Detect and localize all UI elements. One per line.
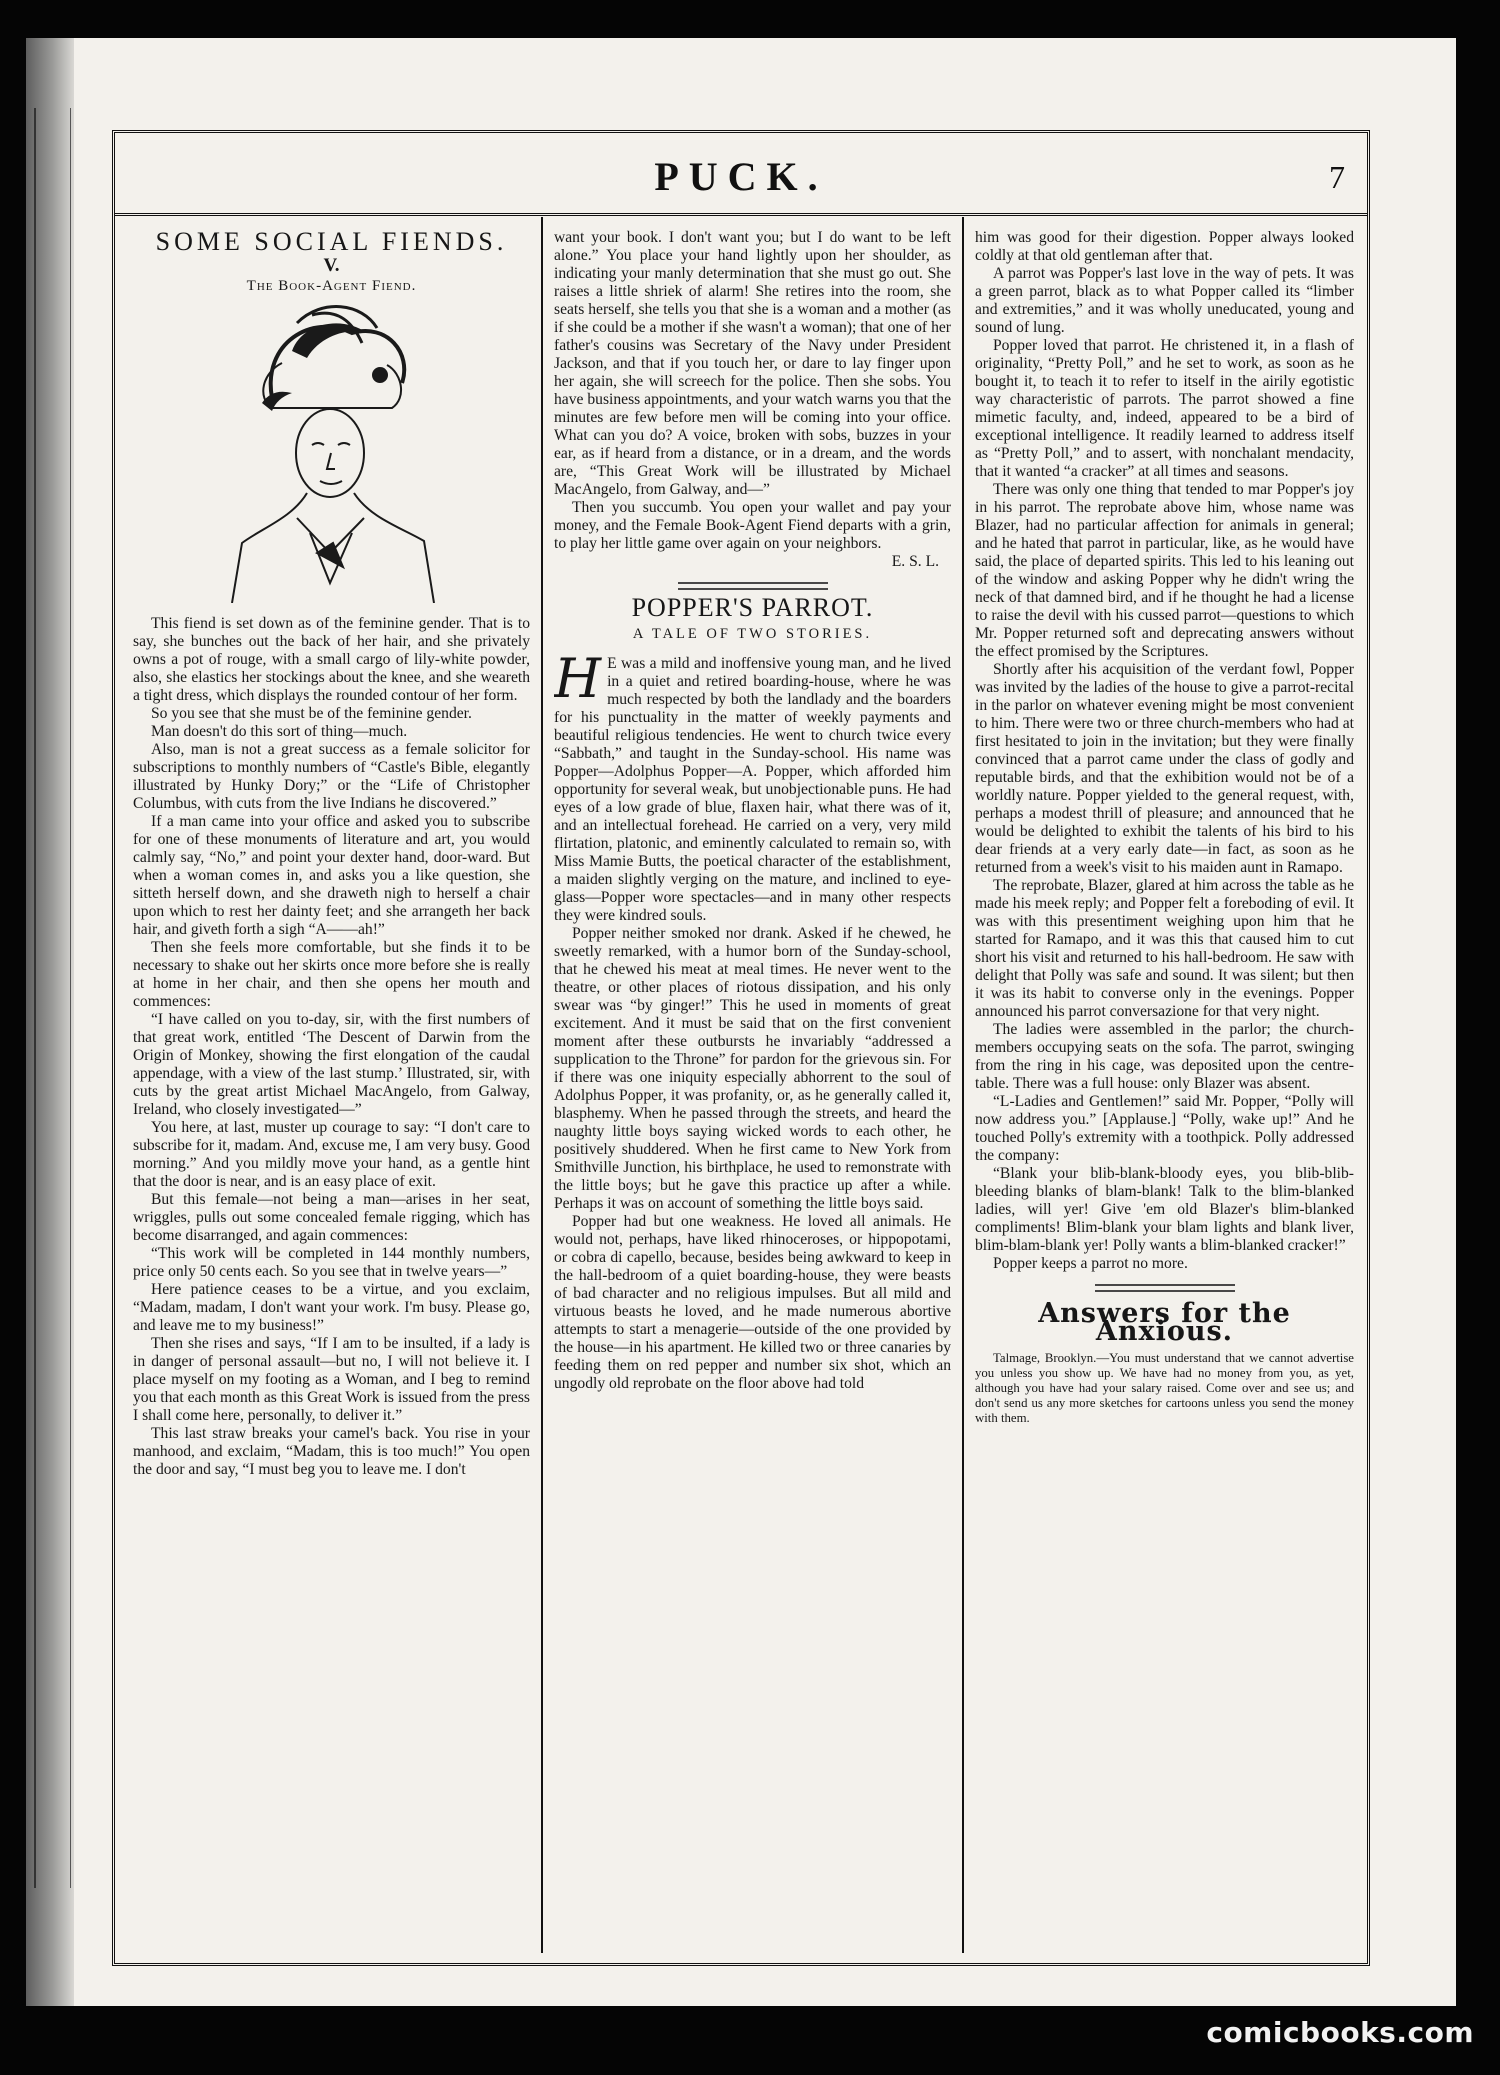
article-subtitle: The Book-Agent Fiend. xyxy=(246,278,417,294)
answers-paragraph: Talmage, Brooklyn.—You must understand that we cannot advertise you unless you show up. We have had no money from you, as yet, although you have had your salary raised. Come over and see us; and don't send us any more sketches for cartoons unless you send the money with them. xyxy=(975,1351,1354,1425)
binding-gutter xyxy=(26,38,74,2006)
paragraph: The reprobate, Blazer, glared at him across the table as he made his meek reply; and Popper felt a foreboding of evil. It was with this presentiment weighing upon him that he started for Ramapo, and it was this that caused him to cut short his visit and returned to his hall-bedroom. He saw with delight that Polly was safe and sound. It was silent; but then it was its habit to converse only in the evenings. Popper announced his parrot conversazione for that very night. xyxy=(975,877,1354,1020)
paragraph: If a man came into your office and asked you to subscribe for one of these monuments of literature and art, you would calmly say, “No,” and point your dexter hand, door-ward. But when a woman comes in, and asks you a like question, she sitteth herself down, and she draweth nigh to herself a chair upon which to rest her dainty feet; and she arrangeth her back hair, and giveth forth a sigh “A——ah!” xyxy=(133,813,530,938)
paragraph: This last straw breaks your camel's back. You rise in your manhood, and exclaim, “Madam, this is too much!” You open the door and say, “I must beg you to leave me. I don't xyxy=(133,1425,530,1478)
paragraph: A parrot was Popper's last love in the way of pets. It was a green parrot, black as to what Popper called its “limber and extremities,” and it was wholly uneducated, young and sound of lung. xyxy=(975,265,1354,336)
story-title: POPPER'S PARROT. xyxy=(631,593,874,622)
drop-cap: H xyxy=(554,647,602,710)
magazine-page xyxy=(26,38,1456,2006)
column-rule xyxy=(541,217,543,1953)
author-signature: E. S. L. xyxy=(891,553,939,570)
story-subtitle: A TALE OF TWO STORIES. xyxy=(632,626,873,642)
header-rule xyxy=(115,213,1367,216)
paragraph: You here, at last, muster up courage to say: “I don't care to subscribe for it, madam. And, excuse me, I am very busy. Good morning.” And you mildly move your hand, as a gentle hint that the door is near, and is an easy place of exit. xyxy=(133,1119,530,1190)
paragraph: But this female—not being a man—arises in her seat, wriggles, pulls out some concealed female rigging, which has become disarranged, and again commences: xyxy=(133,1191,530,1244)
woman-portrait-illustration xyxy=(202,303,462,603)
paragraph: “I have called on you to-day, sir, with the first numbers of that great work, entitled ‘The Descent of Darwin from the Origin of Monkey, showing the first elongation of the caudal appendage, with a view of the last stump.’ Illustrated, sir, with cuts by the great artist Michael MacAngelo, from Galway, Ireland, who closely investigated—” xyxy=(133,1011,530,1118)
paragraph: Popper loved that parrot. He christened it, in a flash of originality, “Pretty Poll,” and he set to work, as soon as he bought it, to teach it to refer to itself in the airily egotistic way characteristic of parrots. The parrot showed a fine mimetic faculty, and, indeed, appeared to be a bird of exceptional intelligence. It readily learned to address itself as “Pretty Poll,” and to assert, with nonchalant mendacity, that it wanted “a cracker” at all times and seasons. xyxy=(975,337,1354,480)
paragraph: Then she rises and says, “If I am to be insulted, if a lady is in danger of personal assault—but no, I will not believe it. I place myself on my footing as a Woman, and I beg to remind you that each month as this Great Work is issued from the press I shall come here, personally, to deliver it.” xyxy=(133,1335,530,1424)
paragraph: “Blank your blib-blank-bloody eyes, you blib-blib-bleeding blanks of blam-blank! Talk to the blim-blanked ladies, will yer! Give 'em old Blazer's blim-blanked compliments! Blim-blank your blam lights and blank liver, blim-blam-blank yer! Polly wants a blim-blanked cracker!” xyxy=(975,1165,1354,1254)
paragraph: Popper had but one weakness. He loved all animals. He would not, perhaps, have liked rhinoceroses, or hippopotami, or cobra di capello, because, besides being awkward to keep in the hall-bedroom of a quiet boarding-house, they were beasts of bad character and no religious impulses. But all mild and virtuous beasts he loved, and he made numerous abortive attempts to start a menagerie—outside of the one provided by the house—in his apartment. He killed two or three canaries by feeding them on red pepper and number six shot, which an ungodly old reprobate on the floor above had told xyxy=(554,1213,951,1392)
adjacent-page-edge xyxy=(34,108,71,1888)
paragraph: Also, man is not a great success as a female solicitor for subscriptions to monthly numbers of “Castle's Bible, elegantly illustrated by Hunky Dory;” or the “Life of Christopher Columbus, with cuts from the live Indians he discovered.” xyxy=(133,741,530,812)
paragraph: “This work will be completed in 144 monthly numbers, price only 50 cents each. So you see that in twelve years—” xyxy=(133,1245,530,1280)
paragraph: “L-Ladies and Gentlemen!” said Mr. Popper, “Polly will now address you.” [Applause.] “Polly, wake up!” And he touched Polly's extremity with a toothpick. Polly addressed the company: xyxy=(975,1093,1354,1164)
page-frame xyxy=(112,130,1370,1966)
column-2 xyxy=(554,229,951,1947)
paragraph: Popper keeps a parrot no more. xyxy=(993,1255,1188,1272)
paragraph: Man doesn't do this sort of thing—much. xyxy=(151,723,408,740)
column-rule xyxy=(962,217,964,1953)
paragraph: So you see that she must be of the feminine gender. xyxy=(151,705,472,722)
site-watermark: comicbooks.com xyxy=(1206,2016,1474,2049)
paragraph: Here patience ceases to be a virtue, and you exclaim, “Madam, madam, I don't want your work. I'm busy. Please go, and leave me to my business!” xyxy=(133,1281,530,1334)
section-number: V. xyxy=(323,255,340,276)
paragraph: him was good for their digestion. Popper always looked coldly at that old gentleman after that. xyxy=(975,229,1354,264)
paragraph-text: E was a mild and inoffensive young man, and he lived in a quiet and retired boarding-house, where he was much respected by both the landlady and the boarders for his punctuality in the matter of weekly payments and beautiful religious tendencies. He went to church twice every “Sabbath,” and taught in the Sunday-school. His name was Popper—Adolphus Popper—A. Popper, which afforded him opportunity for several weak, but unobjectionable puns. He had eyes of a low grade of blue, flaxen hair, what there was of it, and an intellectual forehead. He carried on a very, very mild flirtation, platonic, and eminently calculated to remain so, with Miss Mamie Butts, the poetical character of the establishment, a maiden slightly verging on the mature, and inclined to eye-glass—Popper wore spectacles—and in many other respects they were kindred souls. xyxy=(554,655,951,924)
paragraph: want your book. I don't want you; but I do want to be left alone.” You place your hand lightly upon her shoulder, as indicating your manly determination that she must go out. She raises a little shriek of alarm! She retires into the room, she seats herself, she tells you that she is a woman and a mother (as if she could be a mother if she wasn't a woman); that one of her father's cousins was Secretary of the Navy under President Jackson, and that if you touch her, or dare to lay finger upon her again, she will screech for the police. Then she sobs. You have business appointments, and your watch warns you that the minutes are few before men will be coming into your office. What can you do? A voice, broken with sobs, buzzes in your ear, as if heard from a distance, or in a dream, and the words are, “This Great Work will be illustrated by Michael MacAngelo, from Galway, and—” xyxy=(554,229,951,498)
series-title: SOME SOCIAL FIENDS. xyxy=(155,229,508,256)
paragraph: This fiend is set down as of the feminine gender. That is to say, she bunches out the back of her hair, and she privately owns a pot of rouge, with a small cargo of lily-white powder, also, she elastics her stockings about the knee, and she weareth a tight dress, which displays the rounded contour of her form. xyxy=(133,615,530,704)
paragraph: Shortly after his acquisition of the verdant fowl, Popper was invited by the ladies of the house to give a parrot-recital in the parlor on whatever evening might be most convenient to him. There were two or three church-members who had at first hesitated to join in the invitation; but they were finally convinced that a parrot came under the class of godly and reputable birds, and that the exhibition would not be of a worldly nature. Popper yielded to the general request, with, perhaps a modest thrill of pleasure; and announced that he would be delighted to exhibit the talents of his bird to his dear friends at a very early date—in fact, as soon as he returned from a week's visit to his maiden aunt in Ramapo. xyxy=(975,661,1354,876)
paragraph: Then you succumb. You open your wallet and pay your money, and the Female Book-Agent Fiend departs with a grin, to play her little game over again on your neighbors. xyxy=(554,499,951,552)
paragraph: Popper neither smoked nor drank. Asked if he chewed, he sweetly remarked, with a humor born of the Sunday-school, that he chewed his meat at meal times. He never went to the theatre, or other places of riotous dissipation, and his only swear was “by ginger!” This he used in moments of great excitement. And it must be said that on the first convenient moment after these outbursts he invariably “addressed a supplication to the Throne” for pardon for the grievous sin. For if there was one iniquity especially abhorrent to the soul of Adolphus Popper, it was profanity, or, as he generally called it, blasphemy. When he passed through the streets, and heard the naughty little boys saying wicked words to each other, he positively shuddered. When he first came to New York from Smithville Junction, his birthplace, he used to remonstrate with the little boys; but he gave this practice up after a while. Perhaps it was on account of something the little boys said. xyxy=(554,925,951,1212)
answers-heading: Answers for the Anxious. xyxy=(1038,1298,1291,1347)
paragraph: There was only one thing that tended to mar Popper's joy in his parrot. The reprobate above him, whose name was Blazer, had no particular affection for animals in general; and he hated that parrot in particular, like, as he would have said, the place of departed spirits. This led to his leaning out of the window and asking Popper why he didn't wring the neck of that damned bird, and if he thought he had a license to raise the devil with his cussed parrot—questions to which Mr. Popper returned soft and deprecating answers without the effect promised by the Scriptures. xyxy=(975,481,1354,660)
ornamental-divider xyxy=(678,579,828,593)
paragraph: The ladies were assembled in the parlor; the church-members occupying seats on the sofa. The parrot, swinging from the ring in his cage, was deposited upon the centre-table. There was a full house: only Blazer was absent. xyxy=(975,1021,1354,1092)
paragraph: Then she feels more comfortable, but she finds it to be necessary to shake out her skirts once more before she is really at home in her chair, and then she opens her mouth and commences: xyxy=(133,939,530,1010)
column-3 xyxy=(975,229,1354,1947)
masthead: PUCK. xyxy=(654,154,828,199)
page-number: 7 xyxy=(1329,159,1345,195)
ornamental-divider xyxy=(1095,1281,1235,1295)
column-1 xyxy=(133,229,530,1947)
story-opening-paragraph xyxy=(554,647,951,925)
